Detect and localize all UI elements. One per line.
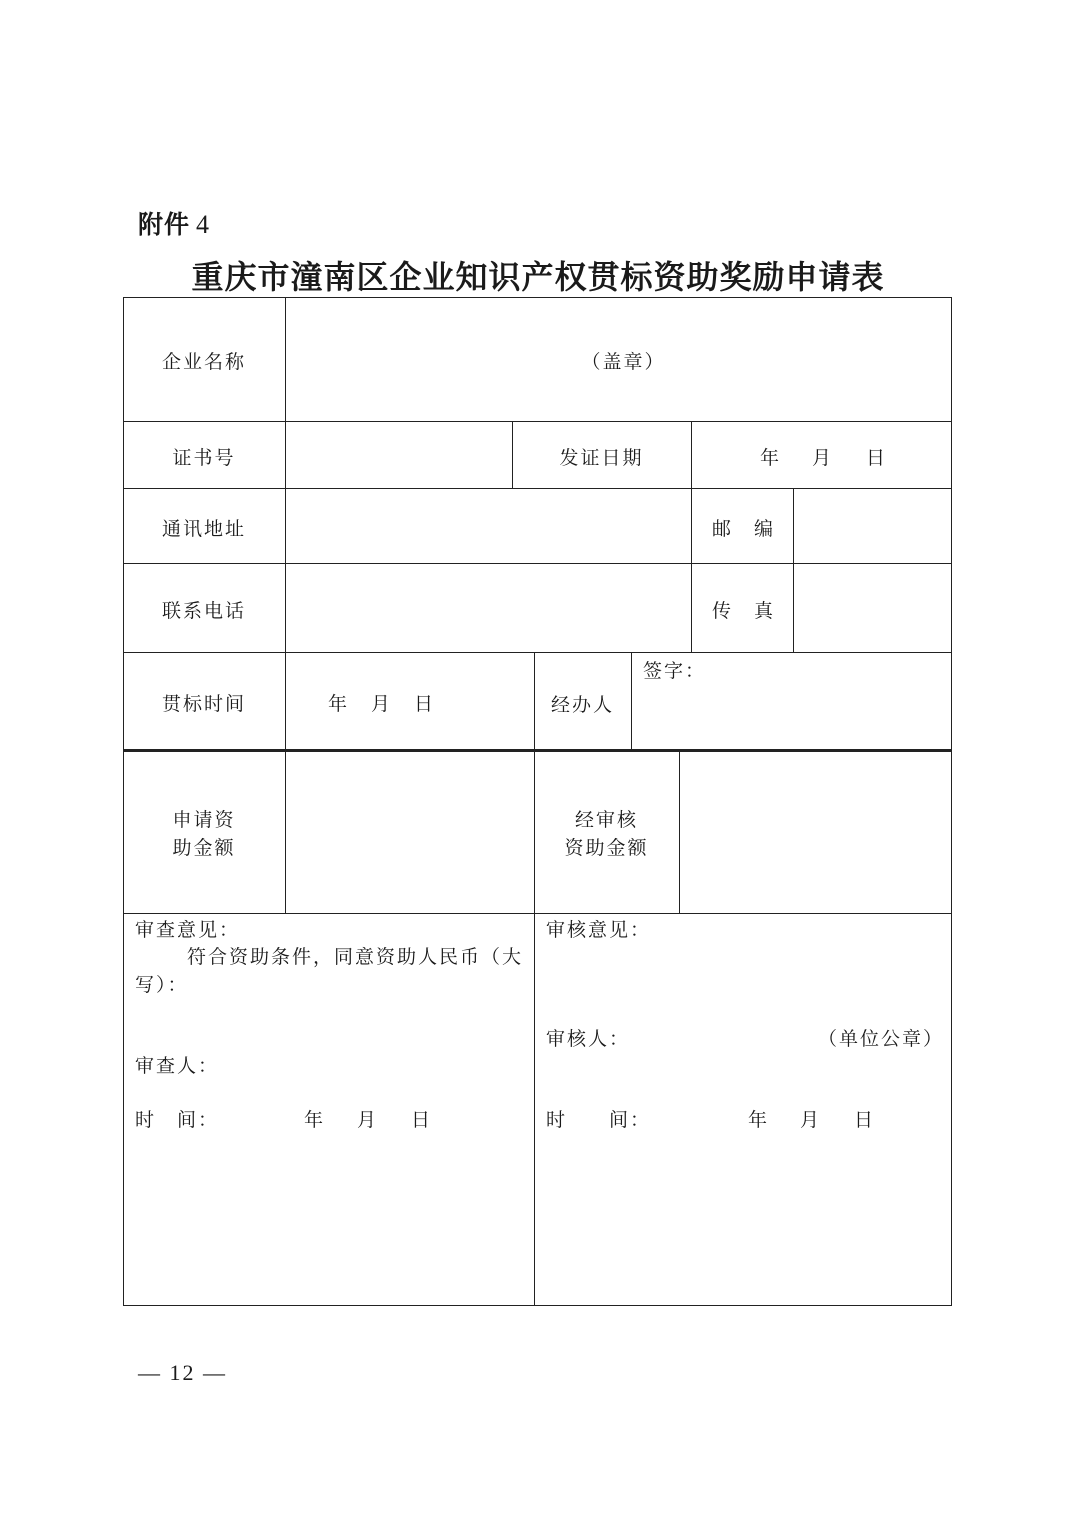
form-title: 重庆市潼南区企业知识产权贯标资助奖励申请表 — [191, 258, 885, 296]
issue-date-label: 发证日期 — [559, 447, 644, 469]
std-month-label: 月 — [371, 693, 393, 715]
audit-month-label: 月 — [800, 1109, 822, 1131]
unit-seal-label: （单位公章） — [818, 1028, 945, 1050]
attachment-label: 附件 4 — [138, 210, 211, 239]
auditor-label: 审核人： — [546, 1028, 631, 1050]
std-year-label: 年 — [328, 693, 350, 715]
issue-year-label: 年 — [760, 447, 782, 469]
issue-month-label: 月 — [812, 447, 834, 469]
standard-time-label: 贯标时间 — [161, 693, 246, 715]
audit-opinion-label: 审核意见： — [546, 919, 652, 941]
phone-label: 联系电话 — [161, 600, 246, 622]
review-day-label: 日 — [411, 1109, 433, 1131]
audit-year-label: 年 — [748, 1109, 770, 1131]
std-day-label: 日 — [414, 693, 436, 715]
postcode-label: 邮 编 — [712, 518, 776, 540]
review-text-line2: 写）： — [135, 974, 189, 996]
signature-label: 签字： — [643, 660, 707, 682]
address-label: 通讯地址 — [161, 518, 246, 540]
seal-note: （盖章） — [581, 351, 666, 373]
issue-day-label: 日 — [866, 447, 888, 469]
review-opinion-label: 审查意见： — [135, 919, 241, 941]
apply-amount-label: 申请资 助金额 — [172, 809, 236, 859]
company-name-label: 企业名称 — [161, 351, 246, 373]
handler-label: 经办人 — [550, 694, 614, 716]
review-month-label: 月 — [357, 1109, 379, 1131]
reviewer-label: 审查人： — [135, 1055, 220, 1077]
review-time-label: 时 间： — [135, 1109, 220, 1131]
audit-day-label: 日 — [854, 1109, 876, 1131]
application-form — [123, 297, 952, 1306]
audit-time-label: 时 间： — [546, 1109, 652, 1131]
page-number: — 12 — — [138, 1360, 227, 1385]
fax-label: 传 真 — [712, 600, 776, 622]
review-year-label: 年 — [304, 1109, 326, 1131]
review-text-line1: 符合资助条件，同意资助人民币（大 — [187, 946, 524, 968]
approved-amount-label: 经审核 资助金额 — [564, 809, 649, 859]
certificate-number-label: 证书号 — [172, 447, 236, 469]
